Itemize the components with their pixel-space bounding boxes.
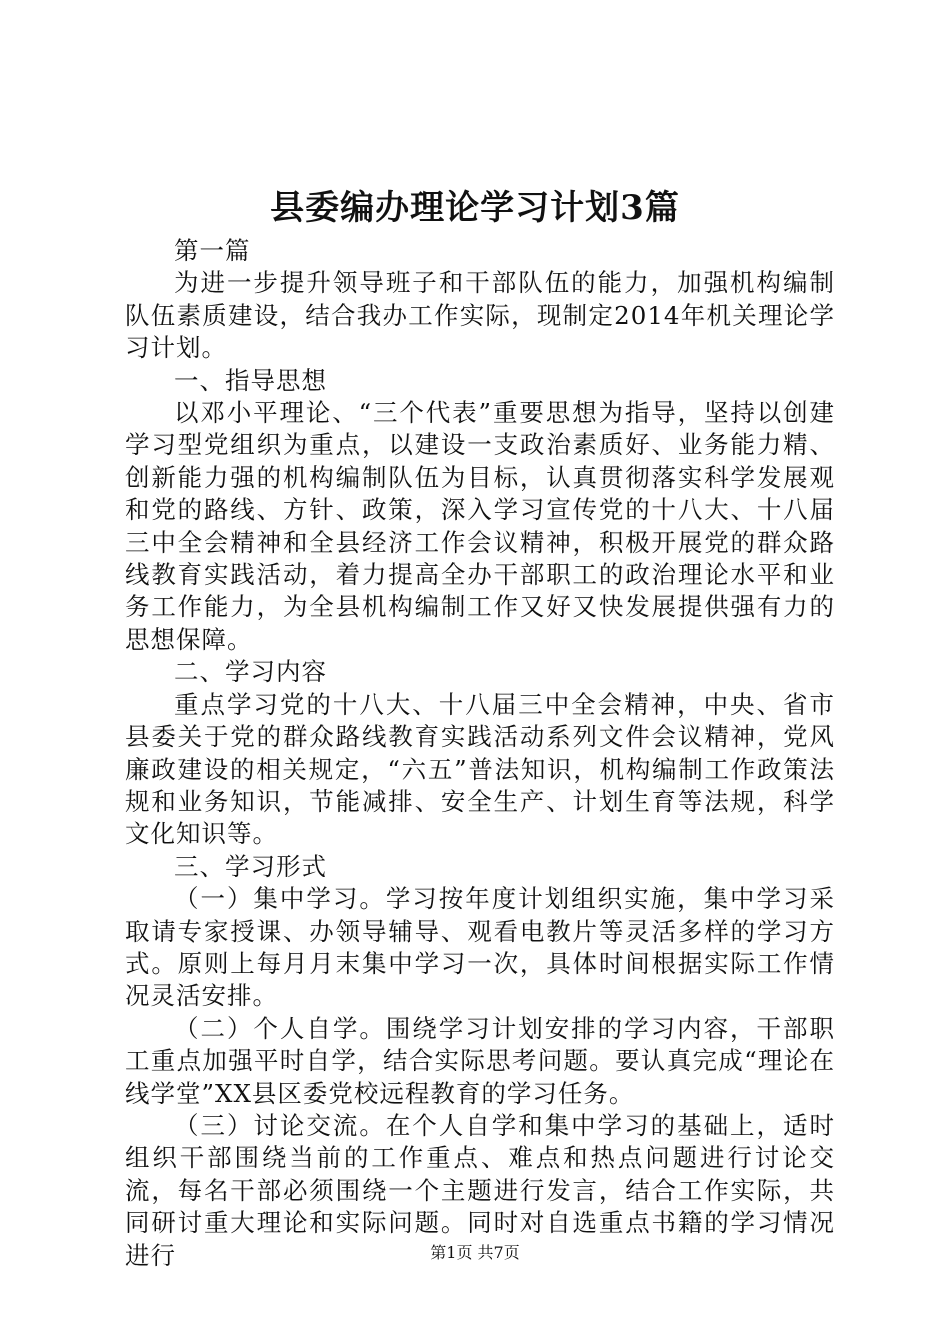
document-body [125,235,835,1272]
section-heading: 一、指导思想 [174,365,327,395]
body-paragraph: （三）讨论交流。在个人自学和集中学习的基础上，适时组织干部围绕当前的工作重点、难点和热点问题进行讨论交流，每名干部必须围绕一个主题进行发言，结合工作实际，共同研讨重大理论和实际问题。同时对自选重点书籍的学习情况进行 [125,1110,835,1270]
section-heading: 二、学习内容 [174,657,327,687]
body-paragraph: （一）集中学习。学习按年度计划组织实施，集中学习采取请专家授课、办领导辅导、观看电教片等灵活多样的学习方式。原则上每月月末集中学习一次，具体时间根据实际工作情况灵活安排。 [125,884,835,1011]
body-paragraph: （二）个人自学。围绕学习计划安排的学习内容，干部职工重点加强平时自学，结合实际思考问题。要认真完成“理论在线学堂”XX县区委党校远程教育的学习任务。 [125,1013,835,1108]
document-title: 县委编办理论学习计划3篇 [270,188,680,228]
section-heading: 第一篇 [174,236,251,265]
section-heading: 三、学习形式 [174,851,327,881]
body-paragraph: 重点学习党的十八大、十八届三中全会精神，中央、省市县委关于党的群众路线教育实践活动系列文件会议精神，党风廉政建设的相关规定，“六五”普法知识，机构编制工作政策法规和业务知识，节能减排、安全生产、计划生育等法规，科学文化知识等。 [125,689,835,849]
body-paragraph: 以邓小平理论、“三个代表”重要思想为指导，坚持以创建学习型党组织为重点，以建设一支政治素质好、业务能力精、创新能力强的机构编制队伍为目标，认真贯彻落实科学发展观和党的路线、方针、政策，深入学习宣传党的十八大、十八届三中全会精神和全县经济工作会议精神，积极开展党的群众路线教育实践活动，着力提高全办干部职工的政治理论水平和业务工作能力，为全县机构编制工作又好又快发展提供强有力的思想保障。 [125,398,835,654]
body-paragraph: 为进一步提升领导班子和干部队伍的能力，加强机构编制队伍素质建设，结合我办工作实际，现制定2014年机关理论学习计划。 [125,268,835,363]
page-footer: 第1页 共7页 [430,1243,520,1262]
